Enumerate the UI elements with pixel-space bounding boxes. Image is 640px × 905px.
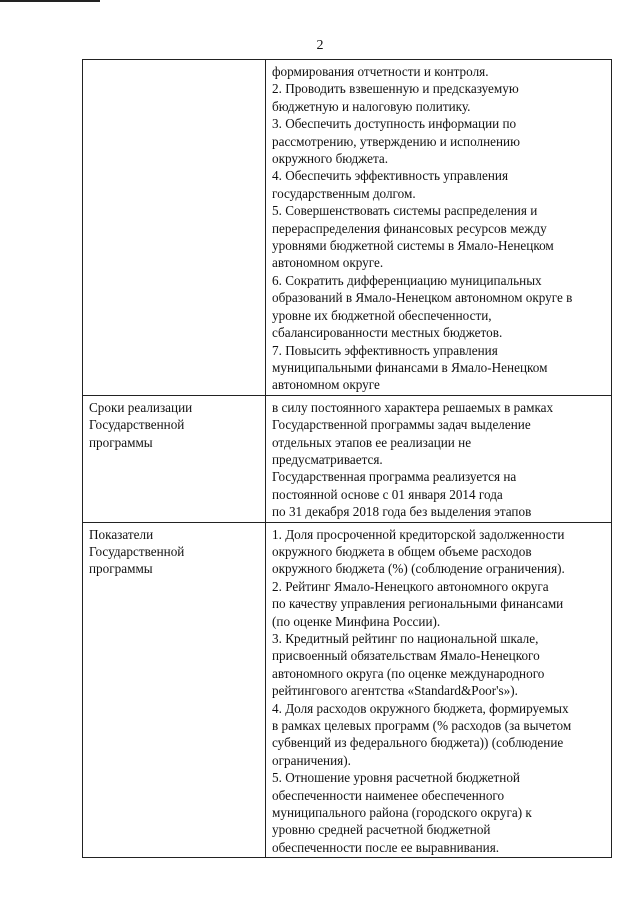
content-line: перераспределения финансовых ресурсов между <box>272 220 547 236</box>
content-line: субвенций из федерального бюджета)) (соблюдение <box>272 735 564 751</box>
content-line: уровню средней расчетной бюджетной <box>272 822 491 838</box>
top-rule <box>0 0 100 2</box>
row-label-cell <box>83 395 266 522</box>
row-label-line: программы <box>89 561 153 577</box>
content-line: сбалансированности местных бюджетов. <box>272 325 503 341</box>
content-line: Государственной программы задач выделение <box>272 417 531 433</box>
content-line: 5. Отношение уровня расчетной бюджетной <box>272 770 520 786</box>
content-line: Государственная программа реализуется на <box>272 469 517 485</box>
row-content-cell <box>266 60 612 396</box>
content-line: предусматривается. <box>272 451 383 467</box>
table-row <box>83 395 612 522</box>
content-line: окружного бюджета в общем объеме расходов <box>272 543 532 559</box>
row-content-cell <box>266 395 612 522</box>
content-line: 1. Доля просроченной кредиторской задолженности <box>272 526 565 542</box>
row-label-line: Государственной <box>89 417 185 433</box>
content-line: 3. Кредитный рейтинг по национальной шкале, <box>272 631 539 646</box>
row-label-line: программы <box>89 434 153 450</box>
content-line: окружного бюджета. <box>272 151 389 167</box>
content-line: автономном округе. <box>272 255 384 271</box>
content-line: отдельных этапов ее реализации не <box>272 434 472 450</box>
content-line: уровнями бюджетной системы в Ямало-Ненецком <box>272 238 554 254</box>
content-line: муниципального района (городского округа) к <box>272 805 532 821</box>
content-line: по качеству управления региональными финансами <box>272 596 564 612</box>
row-label-cell <box>83 60 266 396</box>
content-line: автономного округа (по оценке международного <box>272 665 545 681</box>
row-content-cell <box>266 522 612 858</box>
row-label-line: Показатели <box>89 526 154 542</box>
content-line: по 31 декабря 2018 года без выделения этапов <box>272 504 532 520</box>
content-line: обеспеченности после ее выравнивания. <box>272 839 500 855</box>
row-label-line: Сроки реализации <box>89 399 193 415</box>
content-line: государственным долгом. <box>272 185 416 201</box>
content-line: муниципальными финансами в Ямало-Ненецком <box>272 359 548 375</box>
content-line: 6. Сократить дифференциацию муниципальных <box>272 272 542 288</box>
content-line: присвоенный обязательствам Ямало-Ненецкого <box>272 648 540 664</box>
content-line: формирования отчетности и контроля. <box>272 64 489 79</box>
content-line: автономном округе <box>272 377 380 393</box>
table-row <box>83 60 612 396</box>
content-line: 3. Обеспечить доступность информации по <box>272 116 517 132</box>
content-line: окружного бюджета (%) (соблюдение ограничения). <box>272 561 565 577</box>
content-line: 5. Совершенствовать системы распределения и <box>272 203 538 219</box>
table-row <box>83 522 612 858</box>
content-line: образований в Ямало-Ненецком автономном округе в <box>272 290 573 306</box>
content-line: постоянной основе с 01 января 2014 года <box>272 486 503 502</box>
row-label-cell <box>83 522 266 858</box>
content-line: 2. Проводить взвешенную и предсказуемую <box>272 81 519 97</box>
content-line: 4. Обеспечить эффективность управления <box>272 168 509 184</box>
content-line: 4. Доля расходов окружного бюджета, формируемых <box>272 700 569 716</box>
page-number: 2 <box>316 38 324 53</box>
content-line: ограничения). <box>272 752 351 768</box>
content-line: 7. Повысить эффективность управления <box>272 342 498 358</box>
content-line: обеспеченности наименее обеспеченного <box>272 787 505 803</box>
content-line: рассмотрению, утверждению и исполнению <box>272 133 520 149</box>
content-line: 2. Рейтинг Ямало-Ненецкого автономного округа <box>272 578 549 594</box>
content-line: в силу постоянного характера решаемых в рамках <box>272 399 554 415</box>
content-line: (по оценке Минфина России). <box>272 613 441 629</box>
content-line: рейтингового агентства «Standard&Poor's»). <box>272 683 518 699</box>
content-line: в рамках целевых программ (% расходов (за вычетом <box>272 718 572 734</box>
row-label-line: Государственной <box>89 543 185 559</box>
passport-table <box>82 59 612 858</box>
content-line: уровне их бюджетной обеспеченности, <box>272 307 492 323</box>
content-line: бюджетную и налоговую политику. <box>272 98 471 114</box>
